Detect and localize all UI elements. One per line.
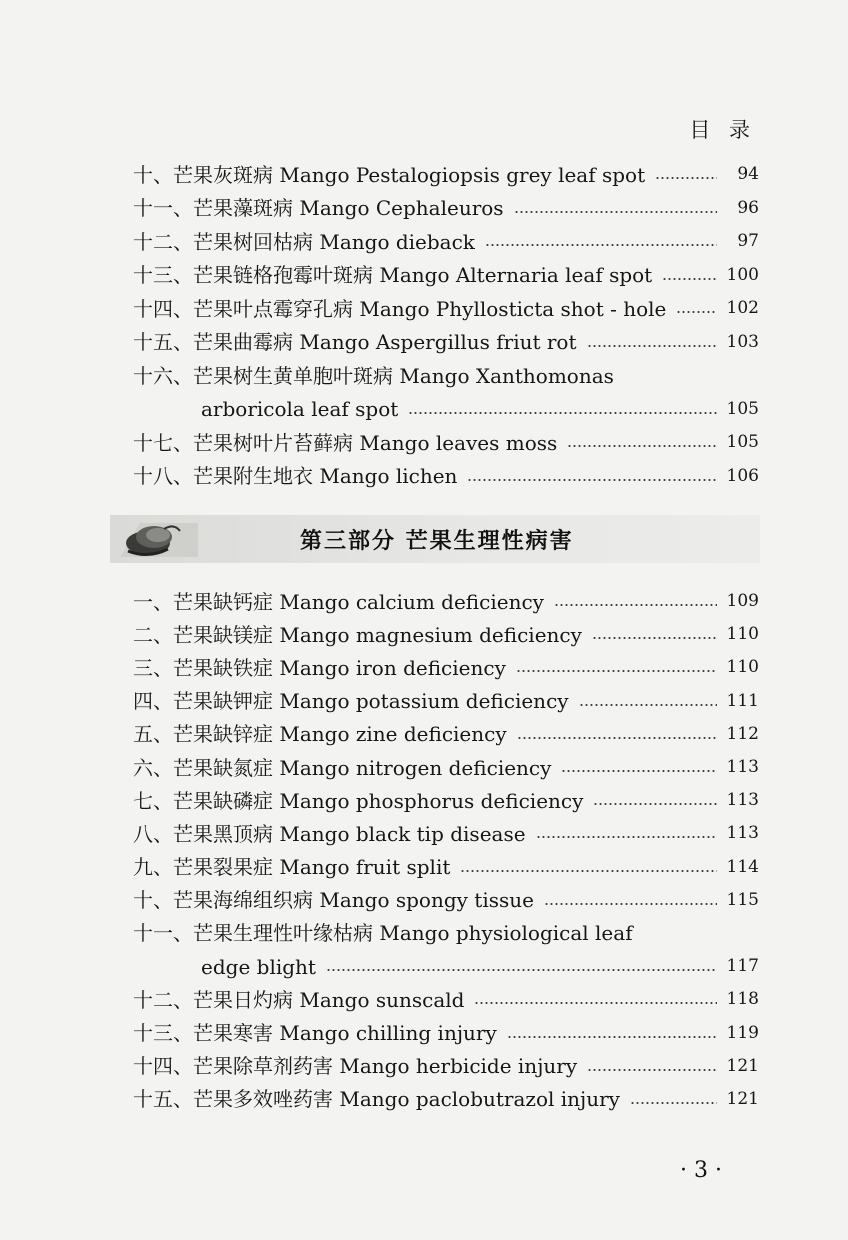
toc-entry-page: 113	[726, 823, 759, 844]
toc-entry-label: 十六、芒果树生黄单胞叶斑病 Mango Xanthomonas	[133, 363, 614, 388]
dot-leader	[460, 870, 717, 872]
toc-entry-page: 119	[726, 1022, 759, 1043]
toc-entry	[133, 618, 759, 651]
dot-leader	[676, 311, 717, 313]
toc-entry-page: 110	[726, 624, 759, 645]
part-banner	[110, 515, 760, 563]
dot-leader	[662, 278, 717, 280]
dot-leader	[655, 177, 717, 179]
toc-entry-label: 一、芒果缺钙症 Mango calcium deficiency	[133, 589, 544, 614]
toc-entry-label: arboricola leaf spot	[201, 397, 399, 422]
dot-leader	[517, 737, 717, 739]
toc-entry-label: 十五、芒果曲霉病 Mango Aspergillus friut rot	[133, 330, 577, 355]
toc-entry	[133, 225, 759, 259]
toc-entry	[133, 718, 759, 751]
toc-entry-label: 九、芒果裂果症 Mango fruit split	[133, 855, 451, 880]
toc-entry-continuation	[133, 393, 759, 427]
toc-entry-page: 113	[726, 790, 759, 811]
toc-entry-label: 十四、芒果叶点霉穿孔病 Mango Phyllosticta shot - hole	[133, 296, 667, 321]
dot-leader	[507, 1036, 717, 1038]
toc-entry-page: 105	[726, 398, 759, 419]
toc-entry-page: 117	[726, 956, 759, 977]
toc-entry-page: 94	[737, 164, 759, 185]
toc-entry-label: 十五、芒果多效唑药害 Mango paclobutrazol injury	[133, 1087, 620, 1112]
toc-entry-label: 七、芒果缺磷症 Mango phosphorus deficiency	[133, 788, 584, 813]
dot-leader	[630, 1102, 717, 1104]
dot-leader	[592, 637, 717, 639]
dot-leader	[467, 479, 717, 481]
toc-entry-label: 六、芒果缺氮症 Mango nitrogen deficiency	[133, 755, 552, 780]
toc-entry	[133, 326, 759, 360]
toc-entry-label: 十一、芒果藻斑病 Mango Cephaleuros	[133, 196, 504, 221]
toc-entry	[133, 1016, 759, 1049]
toc-entry-continuation	[133, 950, 759, 983]
toc-entry-page: 110	[726, 657, 759, 678]
toc-entry-label: 二、芒果缺镁症 Mango magnesium deficiency	[133, 622, 582, 647]
dot-leader	[587, 1069, 717, 1071]
toc-entry-page: 96	[737, 197, 759, 218]
page-number: · 3 ·	[680, 1158, 722, 1183]
toc-entry-page: 103	[726, 331, 759, 352]
toc-entry-label: 十、芒果灰斑病 Mango Pestalogiopsis grey leaf spot	[133, 162, 646, 187]
toc-entry	[133, 983, 759, 1016]
toc-entry	[133, 851, 759, 884]
dot-leader	[554, 604, 717, 606]
toc-entry-label: 十一、芒果生理性叶缘枯病 Mango physiological leaf	[133, 921, 633, 946]
running-header: 目 录	[689, 118, 756, 142]
toc-entry-page: 118	[726, 989, 759, 1010]
dot-leader	[567, 445, 717, 447]
toc-entry-page: 100	[726, 264, 759, 285]
toc-entry-page: 113	[726, 757, 759, 778]
toc-entry-label: 十二、芒果日灼病 Mango sunscald	[133, 987, 465, 1012]
toc-entry	[133, 817, 759, 850]
toc-entry	[133, 192, 759, 226]
dot-leader	[536, 836, 717, 838]
toc-entry-label: 十三、芒果链格孢霉叶斑病 Mango Alternaria leaf spot	[133, 263, 653, 288]
toc-entry-label: 十四、芒果除草剂药害 Mango herbicide injury	[133, 1054, 578, 1079]
toc-entry	[133, 784, 759, 817]
toc-entry-page: 121	[726, 1055, 759, 1076]
toc-entry	[133, 460, 759, 494]
toc-entry	[133, 1050, 759, 1083]
dot-leader	[514, 211, 717, 213]
toc-entry	[133, 685, 759, 718]
toc-entry	[133, 1083, 759, 1116]
toc-entry	[133, 751, 759, 784]
toc-entry-label: 十二、芒果树回枯病 Mango dieback	[133, 229, 475, 254]
toc-entry-page: 105	[726, 432, 759, 453]
toc-entry-page: 102	[726, 298, 759, 319]
toc-entry-label: 十八、芒果附生地衣 Mango lichen	[133, 464, 458, 489]
toc-entry	[133, 259, 759, 293]
toc-entry-label: 十、芒果海绵组织病 Mango spongy tissue	[133, 888, 534, 913]
toc-entry-page: 114	[726, 856, 759, 877]
dot-leader	[593, 803, 717, 805]
dot-leader	[326, 969, 717, 971]
mango-icon	[118, 519, 198, 559]
toc-entry	[133, 359, 759, 393]
toc-entry-page: 121	[726, 1088, 759, 1109]
toc-entry-page: 111	[726, 690, 759, 711]
toc-entry-page: 106	[726, 465, 759, 486]
toc-entry	[133, 884, 759, 917]
dot-leader	[474, 1002, 717, 1004]
toc-entry-label: 五、芒果缺锌症 Mango zine deficiency	[133, 722, 507, 747]
dot-leader	[544, 903, 717, 905]
toc-section-part3	[133, 585, 759, 1116]
part-title: 第三部分 芒果生理性病害	[300, 529, 574, 554]
toc-entry	[133, 585, 759, 618]
toc-entry-label: 八、芒果黑顶病 Mango black tip disease	[133, 821, 526, 846]
toc-entry-label: 十七、芒果树叶片苔藓病 Mango leaves moss	[133, 430, 558, 455]
toc-entry	[133, 426, 759, 460]
toc-entry	[133, 651, 759, 684]
toc-entry-page: 115	[726, 889, 759, 910]
toc-entry	[133, 917, 759, 950]
toc-entry-label: 十三、芒果寒害 Mango chilling injury	[133, 1021, 497, 1046]
toc-entry	[133, 158, 759, 192]
toc-entry-label: 四、芒果缺钾症 Mango potassium deficiency	[133, 689, 569, 714]
toc-entry-label: edge blight	[201, 954, 316, 979]
toc-entry	[133, 292, 759, 326]
toc-entry-label: 三、芒果缺铁症 Mango iron deficiency	[133, 655, 506, 680]
dot-leader	[561, 770, 717, 772]
toc-entry-page: 109	[726, 591, 759, 612]
dot-leader	[516, 670, 717, 672]
toc-section-part2	[133, 158, 759, 493]
dot-leader	[587, 345, 717, 347]
dot-leader	[485, 244, 717, 246]
dot-leader	[408, 412, 717, 414]
toc-entry-page: 97	[737, 231, 759, 252]
dot-leader	[579, 704, 717, 706]
toc-entry-page: 112	[726, 723, 759, 744]
